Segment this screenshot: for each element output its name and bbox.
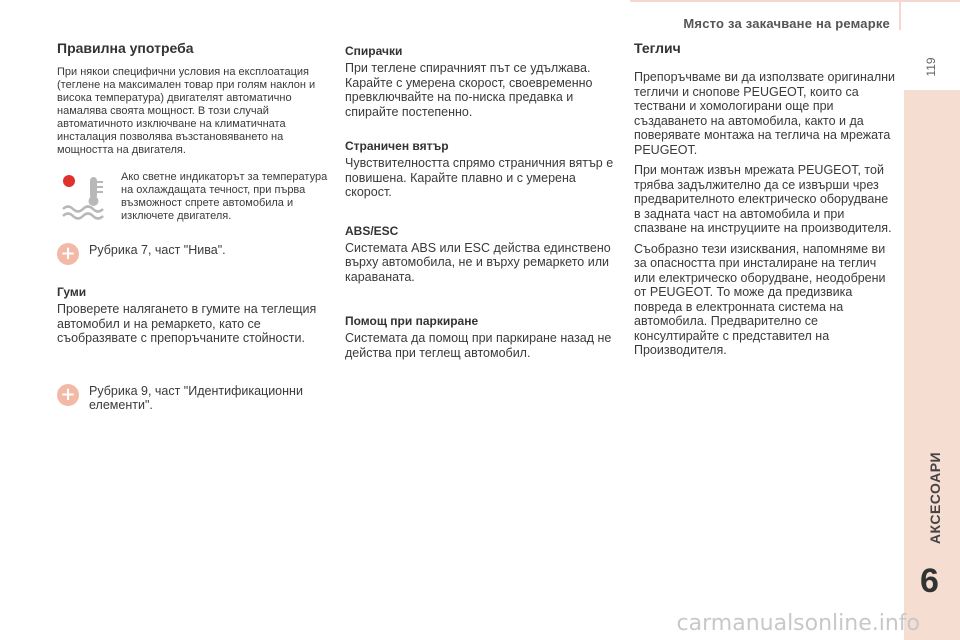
- towbar-paragraph-3: Съобразно тези изисквания, напомняме ви за опасността при инсталиране на теглич или електрическо оборудване, неодобрени от PEUGEOT. То може да предизвика повреда в електронната система на автомобила. Предварително се консултирайте с представител на Производителя.: [634, 241, 886, 357]
- subheading-side-wind: Страничен вятър: [345, 139, 449, 153]
- page-header-title: Място за закачване на ремарке: [683, 16, 890, 31]
- towbar-paragraph-2: При монтаж извън мрежата PEUGEOT, той трябва задължително да се извърши чрез предварителното електрическо оборудване в задната част на автомобила и при спазване на инструциите на производителя.: [634, 163, 892, 235]
- towbar-paragraph-1: Препоръчваме ви да използвате оригинални тегличи и снопове PEUGEOT, които са тествани и хомологирани още при създаването на автомобила, както и да поверявате монтажа на теглича на мрежата PEUGEOT.: [634, 70, 896, 157]
- reference-identification: [57, 384, 329, 413]
- subheading-abs-esc: ABS/ESC: [345, 223, 399, 238]
- chapter-number: 6: [920, 562, 939, 600]
- page-number: 119: [924, 57, 938, 77]
- parking-assist-text: Системата да помощ при паркиране назад не действа при теглещ автомобил.: [345, 331, 612, 360]
- reference-levels-text: Рубрика 7, част "Нива".: [89, 243, 226, 257]
- plus-icon: +: [57, 384, 79, 406]
- side-wind-text: Чувствителността спрямо страничния вятър е повишена. Карайте плавно и с умерена скорост.: [345, 156, 614, 199]
- subheading-brakes: Спирачки: [345, 44, 403, 58]
- chapter-side-band: [904, 90, 960, 640]
- chapter-label: АКСЕСОАРИ: [927, 451, 943, 545]
- reference-levels: [57, 243, 329, 265]
- tyres-text: Проверете налягането в гумите на теглещия автомобил и на ремаркето, като се съобразявате с препоръчаните стойности.: [57, 302, 317, 345]
- watermark: carmanualsonline.info: [676, 611, 920, 636]
- subheading-tyres: Гуми: [57, 285, 87, 299]
- subheading-parking-assist: Помощ при паркиране: [345, 314, 479, 328]
- column-driving: [345, 44, 617, 374]
- proper-use-intro: При някои специфични условия на експлоатация (теглене на максимален товар при голям наклон и висока температура) двигателят автоматично намалява своята мощност. В този случай автоматичното изключване на климатичната инсталация позволява възстановяването на мощността на двигателя.: [57, 66, 316, 156]
- column-proper-use: [57, 40, 329, 413]
- coolant-temperature-icon: [59, 171, 107, 221]
- section-heading-towbar: Теглич: [634, 40, 681, 56]
- section-heading-proper-use: Правилна употреба: [57, 40, 194, 56]
- header-separator: [899, 0, 901, 30]
- header-line: [630, 0, 960, 2]
- column-towbar: [634, 40, 896, 358]
- plus-icon: +: [57, 243, 79, 265]
- coolant-warning: [57, 171, 329, 223]
- reference-identification-text: Рубрика 9, част "Идентификационни елементи".: [89, 383, 303, 412]
- coolant-warning-text: Ако светне индикаторът за температура на охлаждащата течност, при първа възможност спрете автомобила и изключете двигателя.: [121, 171, 328, 222]
- brakes-text: При теглене спирачният път се удължава. Карайте с умерена скорост, своевременно превключвайте на по-ниска предавка и спирайте постепенно.: [345, 61, 593, 119]
- abs-esc-text: Системата ABS или ESC действа единствено върху автомобила, не и върху ремаркето или каравaната.: [345, 240, 611, 284]
